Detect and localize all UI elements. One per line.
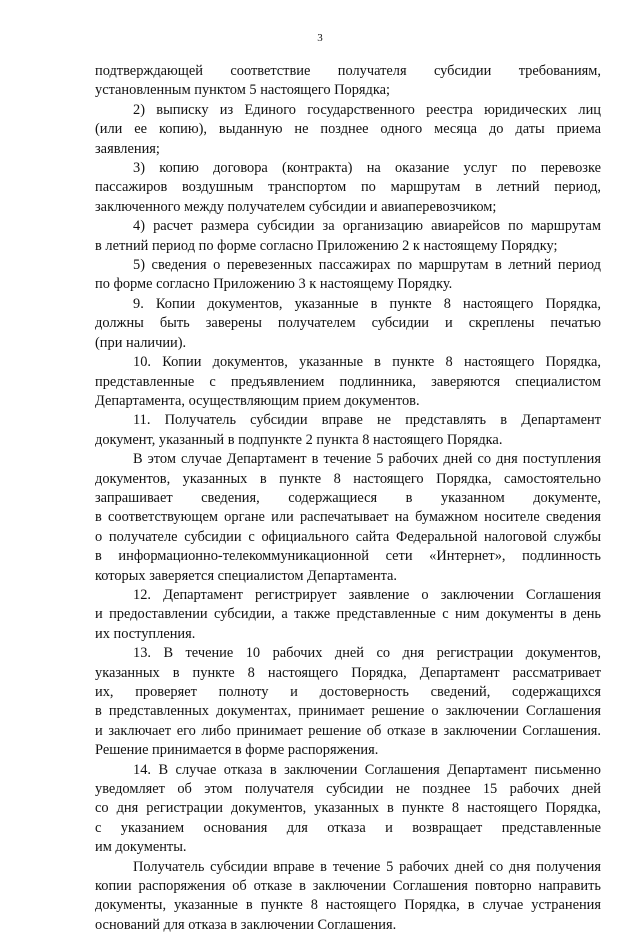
text-line: 12. Департамент регистрирует заявление о заключении Соглашения bbox=[133, 586, 601, 603]
text-line: Решение принимается в форме распоряжения. bbox=[95, 742, 379, 759]
text-line: документов, указанных в пункте 8 настоящего Порядка, самостоятельно bbox=[95, 470, 601, 487]
text-line: документ, указанный в подпункте 2 пункта 8 настоящего Порядка. bbox=[95, 431, 503, 448]
text-line: заявления; bbox=[95, 140, 160, 157]
text-line: им документы. bbox=[95, 839, 187, 856]
paragraph bbox=[95, 858, 601, 935]
text-line: 2) выписку из Единого государственного реестра юридических лиц bbox=[133, 101, 601, 118]
text-line: и заключает его либо принимает решение об отказе в заключении Соглашения. bbox=[95, 722, 601, 739]
text-line: Получатель субсидии вправе в течение 5 рабочих дней со дня получения bbox=[133, 858, 601, 875]
text-line: по форме согласно Приложению 3 к настоящему Порядку. bbox=[95, 276, 453, 293]
text-line: указанных в пункте 8 настоящего Порядка, Департамент рассматривает bbox=[95, 664, 601, 681]
paragraph bbox=[95, 353, 601, 411]
paragraph bbox=[95, 411, 601, 450]
paragraph bbox=[95, 586, 601, 644]
text-line: должны быть заверены получателем субсидии и скреплены печатью bbox=[95, 315, 601, 332]
text-line: в представленных документах, принимает решение о заключении Соглашения bbox=[95, 703, 601, 720]
page-number: 3 bbox=[317, 32, 323, 44]
text-line: их, проверяет полноту и достоверность сведений, содержащихся bbox=[95, 684, 601, 700]
text-line: о получателе субсидии с официального сайта Федеральной налоговой службы bbox=[95, 528, 601, 545]
text-line: В этом случае Департамент в течение 5 рабочих дней со дня поступления bbox=[133, 451, 601, 468]
document-body bbox=[95, 62, 601, 935]
text-line: 5) сведения о перевезенных пассажирах по маршрутам в летний период bbox=[133, 257, 601, 274]
paragraph bbox=[95, 450, 601, 586]
text-line: установленным пунктом 5 настоящего Порядка; bbox=[95, 82, 390, 99]
text-line: пассажиров воздушным транспортом по маршрутам в летний период, bbox=[95, 179, 601, 196]
text-line: заключенного между получателем субсидии и авиаперевозчиком; bbox=[95, 198, 497, 215]
text-line: (при наличии). bbox=[95, 334, 187, 351]
text-line: в информационно-телекоммуникационной сети «Интернет», подлинность bbox=[95, 548, 601, 565]
text-line: 4) расчет размера субсидии за организацию авиарейсов по маршрутам bbox=[133, 218, 601, 235]
text-line: копии распоряжения об отказе в заключении Соглашения повторно направить bbox=[95, 878, 601, 895]
text-line: 9. Копии документов, указанные в пункте 8 настоящего Порядка, bbox=[133, 295, 601, 312]
text-line: Департамента, осуществляющим прием документов. bbox=[95, 392, 420, 409]
paragraph bbox=[95, 159, 601, 217]
text-line: представленные с предъявлением подлинника, заверяются специалистом bbox=[95, 373, 601, 390]
text-line: оснований для отказа в заключении Соглашения. bbox=[95, 916, 397, 933]
text-line: 3) копию договора (контракта) на оказание услуг по перевозке bbox=[133, 160, 601, 177]
paragraph bbox=[95, 62, 601, 101]
text-line: их поступления. bbox=[95, 625, 196, 642]
text-line: 14. В случае отказа в заключении Соглашения Департамент письменно bbox=[133, 761, 601, 778]
text-line: и предоставлении субсидии, а также представленные с ним документы в день bbox=[95, 606, 601, 623]
text-line: (или ее копию), выданную не позднее одного месяца до даты приема bbox=[95, 121, 601, 138]
paragraph bbox=[95, 217, 601, 256]
paragraph bbox=[95, 761, 601, 858]
text-line: со дня регистрации документов, указанных в пункте 8 настоящего Порядка, bbox=[95, 800, 601, 817]
text-line: уведомляет об этом получателя субсидии не позднее 15 рабочих дней bbox=[95, 781, 601, 798]
text-line: в летний период по форме согласно Приложению 2 к настоящему Порядку; bbox=[95, 237, 558, 254]
text-line: 13. В течение 10 рабочих дней со дня регистрации документов, bbox=[133, 645, 601, 662]
text-line: документы, указанные в пункте 8 настоящего Порядка, в случае устранения bbox=[95, 897, 601, 914]
text-line: в соответствующем органе или распечатывает на бумажном носителе сведения bbox=[95, 509, 601, 526]
text-line: запрашивает сведения, содержащиеся в указанном документе, bbox=[95, 489, 601, 506]
paragraph bbox=[95, 644, 601, 760]
text-line: которых заверяется специалистом Департамента. bbox=[95, 567, 398, 584]
paragraph bbox=[95, 256, 601, 295]
paragraph bbox=[95, 295, 601, 353]
text-line: 10. Копии документов, указанные в пункте 8 настоящего Порядка, bbox=[133, 354, 601, 371]
text-line: подтверждающей соответствие получателя субсидии требованиям, bbox=[95, 63, 601, 79]
paragraph bbox=[95, 101, 601, 159]
text-line: с указанием основания для отказа и возвращает представленные bbox=[95, 819, 601, 836]
text-line: 11. Получатель субсидии вправе не представлять в Департамент bbox=[133, 412, 601, 429]
